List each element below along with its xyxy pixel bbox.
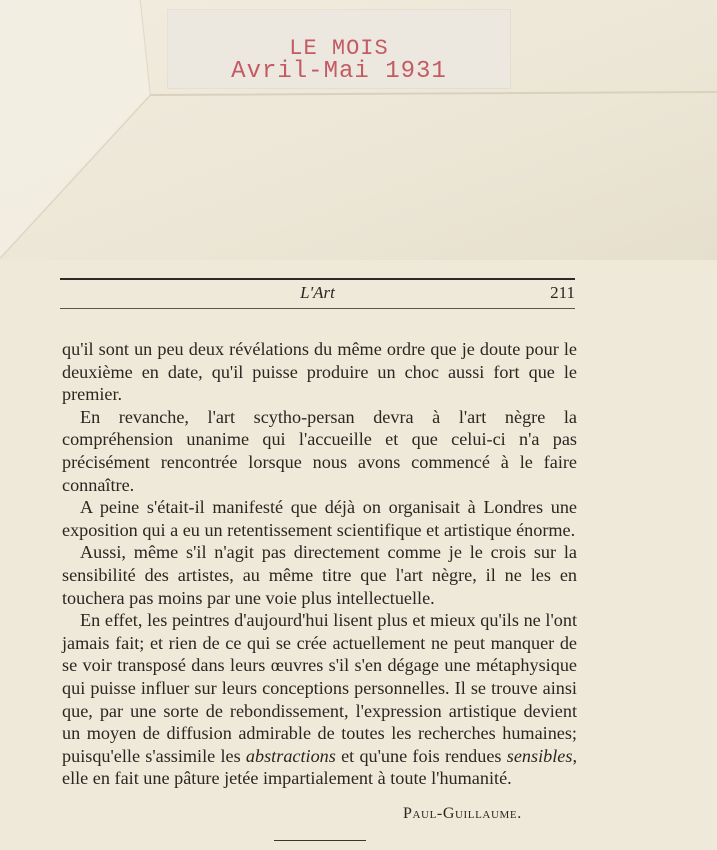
header-rule-top [60,278,575,280]
paragraph-5-part-1: En effet, les peintres d'aujourd'hui lisent plus et mieux qu'ils ne l'ont jamais fait; et rien de ce qui se crée actuellement ne peut manquer de se voir transposé dans leurs œuvres s'il s'en dégage une métaphysique qui puisse influer sur leurs conceptions personnelles. Il se trouve ainsi que, par une sorte de rebondissement, l'expression artistique devient un moyen de diffusion admirable de toutes les recherches humaines; puisqu'elle s'assimile les [62,610,577,766]
end-rule [274,840,366,841]
author-signature: Paul-Guillaume. [403,805,522,822]
header-rule-bottom [60,308,575,309]
label-journal-name: LE MOIS [289,36,389,61]
italic-abstractions: abstractions [245,745,336,766]
paragraph-5-part-2: et qu'une fois rendues [335,745,507,766]
paragraph-4: Aussi, même s'il n'agit pas directement comme je le crois sur la sensibilité des artistes, au même titre que l'art nègre, il ne les en touchera pas moins par une voie plus intellectuelle. [62,542,577,608]
paragraph-5-part-3: , elle en fait une pâture jetée impartialement à toute l'humanité. [62,745,577,789]
label-issue-date: Avril-Mai 1931 [231,58,447,85]
running-header-title: L'Art [300,283,335,302]
archive-label-sticker [168,10,510,88]
paragraph-3: A peine s'était-il manifesté que déjà on organisait à Londres une exposition qui a eu un retentissement scientifique et artistique énorme. [62,497,577,540]
page-number: 211 [550,283,575,302]
paragraph-1: qu'il sont un peu deux révélations du même ordre que je doute pour le deuxième en date, qu'il puisse produire un choc aussi fort que le premier. [62,339,577,405]
article-body [62,338,577,790]
paragraph-2: En revanche, l'art scytho-persan devra à l'art nègre la compréhension unanime qui l'accueille et que celui-ci n'a pas précisément rencontrée lorsque nous avons commencé à le faire connaître. [62,406,577,495]
paragraph-5 [62,609,577,790]
italic-sensibles: sensibles [506,745,573,766]
